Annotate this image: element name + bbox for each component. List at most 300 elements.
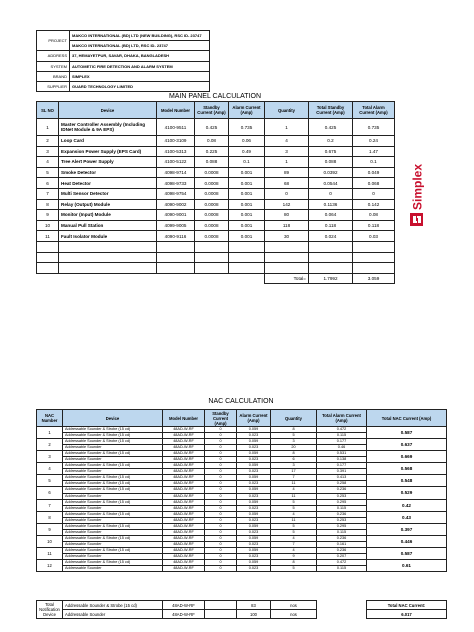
nac-device: Addressable Sounder & Strobe (15 cd) bbox=[63, 427, 163, 433]
main-cell: 0 bbox=[265, 188, 309, 199]
nac-cell: 0.258 bbox=[317, 481, 367, 487]
nac-cell: 0.161 bbox=[317, 541, 367, 547]
main-header-cell: Standby Current (Amp) bbox=[195, 102, 229, 119]
nac-cell: 0.023 bbox=[237, 517, 271, 523]
nac-cell: 0.413 bbox=[317, 475, 367, 481]
nac-number: 3 bbox=[37, 451, 63, 463]
total-nac-value: 6.017 bbox=[367, 610, 447, 619]
info-value: GUARD TECHNOLOGY LIMITED bbox=[70, 82, 210, 92]
main-cell: 1.47 bbox=[353, 146, 395, 157]
empty-cell bbox=[309, 252, 353, 263]
nac-number: 5 bbox=[37, 475, 63, 487]
nac-cell: 48AD-W-RF bbox=[163, 553, 205, 559]
main-header-cell: Device bbox=[59, 102, 157, 119]
main-cell: 0.735 bbox=[353, 119, 395, 136]
nac-device: Addressable Sounder & Strobe (15 cd) bbox=[63, 487, 163, 493]
nac-number: 7 bbox=[37, 499, 63, 511]
main-cell: 0.001 bbox=[229, 210, 265, 221]
info-key: BRAND bbox=[37, 71, 70, 81]
simplex-s-logo-icon bbox=[408, 128, 424, 228]
nac-cell: 0.531 bbox=[317, 451, 367, 457]
footer-spacer bbox=[205, 601, 237, 610]
nac-cell: 0.236 bbox=[317, 511, 367, 517]
device-name: Tree Alert Power Supply bbox=[59, 157, 157, 168]
empty-cell bbox=[309, 241, 353, 252]
footer-qty: 100 bbox=[237, 610, 271, 619]
nac-cell: 0.059 bbox=[237, 427, 271, 433]
info-value: MAKCO INTERNATIONAL (BD) LTD (NEW BUILDING), RSC ID- 23747 bbox=[70, 31, 210, 41]
total-alarm: 3.059 bbox=[353, 273, 395, 284]
nac-header-cell: Device bbox=[63, 410, 163, 427]
nac-total: 0.669 bbox=[367, 451, 447, 463]
empty-cell bbox=[157, 252, 195, 263]
footer-label: Total Notification Device bbox=[37, 601, 63, 619]
nac-number: 9 bbox=[37, 523, 63, 535]
main-row bbox=[37, 167, 395, 178]
nac-cell: 0.059 bbox=[237, 523, 271, 529]
main-cell: 0.24 bbox=[353, 136, 395, 147]
nac-number: 6 bbox=[37, 487, 63, 499]
main-row bbox=[37, 231, 395, 242]
main-cell: 0.675 bbox=[309, 146, 353, 157]
device-name: Expansion Power Supply (EPS Card) bbox=[59, 146, 157, 157]
main-cell: 0.0544 bbox=[309, 178, 353, 189]
nac-cell: 0.023 bbox=[237, 505, 271, 511]
device-name: Heat Detector bbox=[59, 178, 157, 189]
nac-total: 0.529 bbox=[367, 487, 447, 499]
nac-cell: 0.059 bbox=[237, 451, 271, 457]
nac-device: Addressable Sounder & Strobe (15 cd) bbox=[63, 481, 163, 487]
empty-cell bbox=[195, 252, 229, 263]
nac-cell: 0.023 bbox=[237, 457, 271, 463]
empty-cell bbox=[195, 263, 229, 274]
main-cell: 3 bbox=[265, 146, 309, 157]
main-cell: 0.425 bbox=[309, 119, 353, 136]
nac-cell: 4 bbox=[271, 535, 317, 541]
main-cell: 0.0008 bbox=[195, 220, 229, 231]
nac-total: 0.587 bbox=[367, 427, 447, 439]
nac-cell: 0.115 bbox=[317, 505, 367, 511]
nac-cell: 11 bbox=[271, 517, 317, 523]
main-cell: 0.064 bbox=[309, 210, 353, 221]
empty-cell bbox=[59, 252, 157, 263]
device-name: Master Controller Assembly (Including IDNet Module & 9A EPS) bbox=[59, 119, 157, 136]
nac-cell: 0 bbox=[205, 541, 237, 547]
nac-header-cell: NAC Number bbox=[37, 410, 63, 427]
empty-cell bbox=[229, 263, 265, 274]
nac-cell: 48AD-W-RF bbox=[163, 487, 205, 493]
main-cell: 10 bbox=[37, 220, 59, 231]
nac-cell: 0.023 bbox=[237, 433, 271, 439]
nac-cell: 48AD-W-RF bbox=[163, 427, 205, 433]
nac-title: NAC CALCULATION bbox=[208, 398, 274, 405]
main-header-cell: Quantity bbox=[265, 102, 309, 119]
nac-cell: 0 bbox=[205, 511, 237, 517]
nac-cell: 5 bbox=[271, 499, 317, 505]
main-cell: 4098-9733 bbox=[157, 178, 195, 189]
empty-cell bbox=[229, 241, 265, 252]
main-cell: 0.0008 bbox=[195, 178, 229, 189]
nac-cell: 48AD-W-RF bbox=[163, 547, 205, 553]
nac-cell: 8 bbox=[271, 451, 317, 457]
nac-cell: 0.115 bbox=[317, 529, 367, 535]
nac-device: Addressable Sounder bbox=[63, 469, 163, 475]
nac-cell: 48AD-W-RF bbox=[163, 566, 205, 572]
main-cell: 0.0008 bbox=[195, 210, 229, 221]
info-key: SUPPLIER bbox=[37, 82, 70, 92]
nac-cell: 0 bbox=[205, 433, 237, 439]
nac-device: Addressable Sounder & Strobe (15 cd) bbox=[63, 463, 163, 469]
nac-cell: 0 bbox=[205, 547, 237, 553]
device-name: Relay (Output) Module bbox=[59, 199, 157, 210]
main-cell: 4090-9001 bbox=[157, 210, 195, 221]
empty-cell bbox=[37, 263, 59, 274]
nac-footer-table bbox=[36, 600, 447, 619]
info-key: SYSTEM bbox=[37, 61, 70, 71]
nac-cell: 6 bbox=[271, 457, 317, 463]
main-row bbox=[37, 210, 395, 221]
nac-total: 0.61 bbox=[367, 560, 447, 572]
nac-cell: 0 bbox=[205, 427, 237, 433]
nac-total: 0.548 bbox=[367, 475, 447, 487]
nac-cell: 0.115 bbox=[317, 433, 367, 439]
main-cell: 80 bbox=[265, 210, 309, 221]
nac-cell: 0.472 bbox=[317, 427, 367, 433]
main-cell: 0.08 bbox=[195, 136, 229, 147]
main-header-cell: SL NO bbox=[37, 102, 59, 119]
nac-cell: 0.059 bbox=[237, 463, 271, 469]
main-cell: 0.001 bbox=[229, 231, 265, 242]
nac-header-cell: Standby Current (Amp) bbox=[205, 410, 237, 427]
nac-cell: 5 bbox=[271, 529, 317, 535]
nac-device: Addressable Sounder bbox=[63, 529, 163, 535]
device-name: Loop Card bbox=[59, 136, 157, 147]
nac-cell: 0.023 bbox=[237, 493, 271, 499]
nac-number: 8 bbox=[37, 511, 63, 523]
main-row bbox=[37, 199, 395, 210]
nac-total: 0.587 bbox=[367, 547, 447, 559]
nac-cell: 8 bbox=[271, 427, 317, 433]
nac-cell: 0.023 bbox=[237, 566, 271, 572]
nac-cell: 0.472 bbox=[317, 560, 367, 566]
nac-cell: 0.023 bbox=[237, 553, 271, 559]
device-name: Multi Sensor Detector bbox=[59, 188, 157, 199]
main-row bbox=[37, 157, 395, 168]
nac-cell: 11 bbox=[271, 481, 317, 487]
nac-cell: 0.177 bbox=[317, 439, 367, 445]
footer-row bbox=[37, 601, 447, 610]
nac-header-cell: Total NAC Current (Amp) bbox=[367, 410, 447, 427]
simplex-logo bbox=[408, 128, 424, 228]
nac-cell: 0.023 bbox=[237, 529, 271, 535]
main-cell: 4 bbox=[265, 136, 309, 147]
main-cell: 0.1 bbox=[229, 157, 265, 168]
nac-cell: 0.023 bbox=[237, 445, 271, 451]
footer-gap bbox=[317, 601, 367, 610]
main-cell: 0.0008 bbox=[195, 167, 229, 178]
nac-cell: 0.059 bbox=[237, 499, 271, 505]
main-cell: 3 bbox=[37, 146, 59, 157]
info-key: ADDRESS bbox=[37, 51, 70, 61]
empty-cell bbox=[229, 252, 265, 263]
nac-cell: 48AD-W-RF bbox=[163, 511, 205, 517]
main-row bbox=[37, 188, 395, 199]
main-total-row bbox=[37, 273, 395, 284]
nac-cell: 8 bbox=[271, 560, 317, 566]
main-cell: 0.08 bbox=[353, 210, 395, 221]
nac-cell: 0.059 bbox=[237, 535, 271, 541]
logo-wordmark: Simplex bbox=[410, 163, 424, 210]
empty-cell bbox=[195, 273, 229, 284]
empty-cell bbox=[265, 241, 309, 252]
main-cell: 0.024 bbox=[309, 231, 353, 242]
main-cell: 0.001 bbox=[229, 178, 265, 189]
footer-device: Addressable Sounder bbox=[63, 610, 163, 619]
main-cell: 0 bbox=[309, 188, 353, 199]
main-row bbox=[37, 220, 395, 231]
footer-device: Addressable Sounder & Strobe (15 cd) bbox=[63, 601, 163, 610]
main-cell: 0.425 bbox=[195, 119, 229, 136]
main-cell: 0.088 bbox=[309, 157, 353, 168]
nac-cell: 0.253 bbox=[317, 517, 367, 523]
main-cell: 0.118 bbox=[309, 220, 353, 231]
main-cell: 4100-5122 bbox=[157, 157, 195, 168]
info-value: SIMPLEX bbox=[70, 71, 210, 81]
footer-qty: 83 bbox=[237, 601, 271, 610]
nac-cell: 48AD-W-RF bbox=[163, 475, 205, 481]
nac-cell: 48AD-W-RF bbox=[163, 439, 205, 445]
main-header-cell: Total Alarm Current (Amp) bbox=[353, 102, 395, 119]
nac-cell: 5 bbox=[271, 566, 317, 572]
main-cell: 0 bbox=[353, 188, 395, 199]
nac-cell: 48AD-W-RF bbox=[163, 541, 205, 547]
main-row bbox=[37, 119, 395, 136]
main-cell: 30 bbox=[265, 231, 309, 242]
nac-total: 0.637 bbox=[367, 439, 447, 451]
nac-cell: 0.46 bbox=[317, 445, 367, 451]
nac-cell: 4 bbox=[271, 547, 317, 553]
nac-total: 0.397 bbox=[367, 523, 447, 535]
main-cell: 0.118 bbox=[353, 220, 395, 231]
footer-model: 48AD-W-RF bbox=[163, 601, 205, 610]
nac-cell: 0.059 bbox=[237, 475, 271, 481]
nac-cell: 0.236 bbox=[317, 535, 367, 541]
nac-cell: 0 bbox=[205, 535, 237, 541]
empty-cell bbox=[37, 241, 59, 252]
info-value: AUTOMETIC FIRE DETECTION AND ALARM SYSTEM bbox=[70, 61, 210, 71]
main-row bbox=[37, 136, 395, 147]
nac-cell: 48AD-W-RF bbox=[163, 529, 205, 535]
nac-cell: 48AD-W-RF bbox=[163, 505, 205, 511]
nac-cell: 0.059 bbox=[237, 487, 271, 493]
nac-cell: 0.138 bbox=[317, 457, 367, 463]
info-value: MAKCO INTERNATIONAL (BD) LTD, RSC ID- 23747 bbox=[70, 41, 210, 51]
nac-cell: 5 bbox=[271, 523, 317, 529]
main-cell: 4100-3109 bbox=[157, 136, 195, 147]
nac-header-cell: Alarm Current (Amp) bbox=[237, 410, 271, 427]
nac-device: Addressable Sounder bbox=[63, 553, 163, 559]
nac-cell: 9 bbox=[271, 553, 317, 559]
nac-device: Addressable Sounder bbox=[63, 541, 163, 547]
nac-cell: 0 bbox=[205, 560, 237, 566]
nac-cell: 0.207 bbox=[317, 553, 367, 559]
nac-cell: 0 bbox=[205, 529, 237, 535]
empty-cell bbox=[229, 273, 265, 284]
nac-cell: 0.177 bbox=[317, 463, 367, 469]
device-name: Manual Pull Station bbox=[59, 220, 157, 231]
empty-cell bbox=[59, 273, 157, 284]
empty-cell bbox=[37, 252, 59, 263]
nac-cell: 0 bbox=[205, 487, 237, 493]
main-cell: 0.001 bbox=[229, 199, 265, 210]
nac-cell: 0 bbox=[205, 439, 237, 445]
nac-cell: 4 bbox=[271, 511, 317, 517]
nac-cell: 5 bbox=[271, 433, 317, 439]
main-cell: 2 bbox=[37, 136, 59, 147]
nac-cell: 48AD-W-RF bbox=[163, 463, 205, 469]
nac-cell: 3 bbox=[271, 463, 317, 469]
nac-device: Addressable Sounder & Strobe (15 cd) bbox=[63, 523, 163, 529]
main-cell: 4090-9116 bbox=[157, 231, 195, 242]
main-cell: 142 bbox=[265, 199, 309, 210]
info-row bbox=[37, 82, 210, 92]
total-label: Total= bbox=[265, 273, 309, 284]
main-cell: 0.1136 bbox=[309, 199, 353, 210]
nac-cell: 48AD-W-RF bbox=[163, 445, 205, 451]
nac-cell: 0 bbox=[205, 566, 237, 572]
main-cell: 0.0008 bbox=[195, 231, 229, 242]
main-cell: 0.225 bbox=[195, 146, 229, 157]
main-cell: 4098-9754 bbox=[157, 188, 195, 199]
empty-cell bbox=[37, 273, 59, 284]
main-cell: 0.049 bbox=[353, 167, 395, 178]
main-cell: 5 bbox=[37, 167, 59, 178]
nac-number: 10 bbox=[37, 535, 63, 547]
nac-cell: 0.023 bbox=[237, 541, 271, 547]
main-row bbox=[37, 146, 395, 157]
empty-cell bbox=[309, 263, 353, 274]
nac-number: 12 bbox=[37, 560, 63, 572]
device-name: Smoke Detector bbox=[59, 167, 157, 178]
main-panel-title: MAIN PANEL CALCULATION bbox=[168, 93, 262, 100]
main-cell: 1 bbox=[37, 119, 59, 136]
footer-unit: nos bbox=[271, 610, 317, 619]
nac-cell: 0 bbox=[205, 523, 237, 529]
main-cell: 89 bbox=[265, 167, 309, 178]
nac-cell: 0.059 bbox=[237, 547, 271, 553]
nac-cell: 0.023 bbox=[237, 469, 271, 475]
nac-cell: 0 bbox=[205, 481, 237, 487]
empty-cell bbox=[353, 252, 395, 263]
nac-cell: 4 bbox=[271, 487, 317, 493]
nac-cell: 0 bbox=[205, 463, 237, 469]
main-cell: 0.001 bbox=[229, 220, 265, 231]
empty-row bbox=[37, 252, 395, 263]
nac-cell: 48AD-W-RF bbox=[163, 499, 205, 505]
nac-cell: 0 bbox=[205, 517, 237, 523]
nac-device: Addressable Sounder & Strobe (15 cd) bbox=[63, 560, 163, 566]
main-cell: 0.068 bbox=[353, 178, 395, 189]
empty-cell bbox=[157, 273, 195, 284]
nac-cell: 48AD-W-RF bbox=[163, 457, 205, 463]
nac-cell: 0 bbox=[205, 451, 237, 457]
info-key: PROJECT bbox=[37, 31, 70, 51]
nac-header-cell: Total Alarm Current (Amp) bbox=[317, 410, 367, 427]
main-cell: 0.001 bbox=[229, 188, 265, 199]
main-cell: 118 bbox=[265, 220, 309, 231]
main-cell: 0.088 bbox=[195, 157, 229, 168]
main-cell: 8 bbox=[37, 199, 59, 210]
empty-cell bbox=[265, 263, 309, 274]
nac-cell: 48AD-W-RF bbox=[163, 451, 205, 457]
nac-cell: 0.295 bbox=[317, 523, 367, 529]
main-cell: 1 bbox=[265, 119, 309, 136]
main-cell: 9 bbox=[37, 210, 59, 221]
nac-device: Addressable Sounder & Strobe (15 cd) bbox=[63, 499, 163, 505]
device-name: Fault Isolator Module bbox=[59, 231, 157, 242]
nac-device: Addressable Sounder bbox=[63, 566, 163, 572]
empty-cell bbox=[195, 241, 229, 252]
main-cell: 0.49 bbox=[229, 146, 265, 157]
empty-cell bbox=[157, 263, 195, 274]
empty-cell bbox=[157, 241, 195, 252]
main-header-cell: Model Number bbox=[157, 102, 195, 119]
main-cell: 0.0008 bbox=[195, 188, 229, 199]
nac-cell: 0 bbox=[205, 505, 237, 511]
main-cell: 4099-9005 bbox=[157, 220, 195, 231]
nac-cell: 0 bbox=[205, 457, 237, 463]
nac-header-cell: Quantity bbox=[271, 410, 317, 427]
main-cell: 0.001 bbox=[229, 167, 265, 178]
info-row bbox=[37, 51, 210, 61]
main-panel-table bbox=[36, 101, 395, 284]
footer-gap bbox=[317, 610, 367, 619]
nac-cell: 48AD-W-RF bbox=[163, 433, 205, 439]
main-cell: 11 bbox=[37, 231, 59, 242]
nac-cell: 7 bbox=[271, 475, 317, 481]
main-cell: 1 bbox=[265, 157, 309, 168]
nac-cell: 48AD-W-RF bbox=[163, 535, 205, 541]
nac-device: Addressable Sounder bbox=[63, 445, 163, 451]
main-header-cell: Total Standby Current (Amp) bbox=[309, 102, 353, 119]
empty-row bbox=[37, 263, 395, 274]
project-info-table bbox=[36, 30, 210, 92]
total-nac-label: Total NAC Current: bbox=[367, 601, 447, 610]
empty-cell bbox=[265, 252, 309, 263]
nac-cell: 0.059 bbox=[237, 439, 271, 445]
nac-number: 1 bbox=[37, 427, 63, 439]
main-cell: 0.735 bbox=[229, 119, 265, 136]
nac-cell: 48AD-W-RF bbox=[163, 523, 205, 529]
nac-device: Addressable Sounder & Strobe (15 cd) bbox=[63, 475, 163, 481]
main-cell: 4090-9002 bbox=[157, 199, 195, 210]
total-standby: 1.7992 bbox=[309, 273, 353, 284]
nac-cell: 48AD-W-RF bbox=[163, 469, 205, 475]
nac-device: Addressable Sounder & Strobe (15 cd) bbox=[63, 535, 163, 541]
empty-cell bbox=[59, 263, 157, 274]
footer-row bbox=[37, 610, 447, 619]
main-cell: 0.03 bbox=[353, 231, 395, 242]
nac-cell: 0.236 bbox=[317, 547, 367, 553]
nac-cell: 0.236 bbox=[317, 487, 367, 493]
info-row bbox=[37, 71, 210, 81]
nac-cell: 20 bbox=[271, 445, 317, 451]
empty-cell bbox=[353, 241, 395, 252]
main-cell: 0.0008 bbox=[195, 199, 229, 210]
nac-number: 4 bbox=[37, 463, 63, 475]
main-cell: 7 bbox=[37, 188, 59, 199]
nac-cell: 0.023 bbox=[237, 481, 271, 487]
